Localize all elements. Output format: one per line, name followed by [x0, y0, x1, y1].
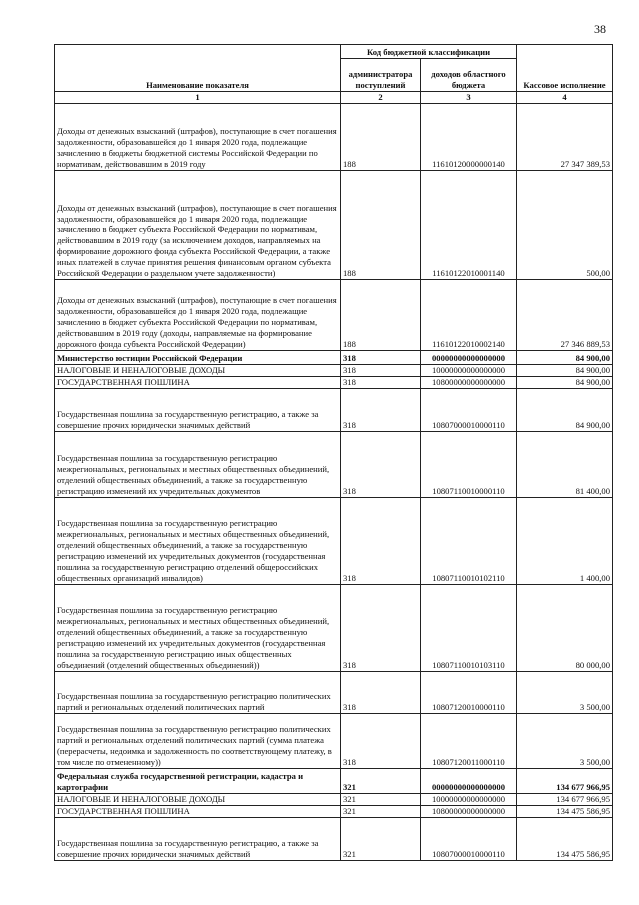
row-income-code: 10807110010102110 — [421, 497, 517, 584]
row-income-code: 10000000000000000 — [421, 793, 517, 805]
header-classification: Код бюджетной классификации — [341, 45, 517, 59]
row-admin-code: 188 — [341, 104, 421, 171]
table-row — [55, 768, 613, 793]
row-name: ГОСУДАРСТВЕННАЯ ПОШЛИНА — [55, 376, 341, 388]
col-number-2: 2 — [341, 92, 421, 104]
row-name: Государственная пошлина за государственную регистрацию политических партий и региональных отделений политических партий — [55, 671, 341, 713]
table-row — [55, 793, 613, 805]
row-name: Доходы от денежных взысканий (штрафов), поступающие в счет погашения задолженности, образовавшейся до 1 января 2020 года, подлежащие зачислению в бюджеты бюджетной системы Российской Федерации по нормативам, действовавшим в 2019 году — [55, 104, 341, 171]
row-amount: 84 900,00 — [517, 376, 613, 388]
table-row — [55, 104, 613, 171]
header-amount: Кассовое исполнение — [517, 45, 613, 92]
row-amount: 3 500,00 — [517, 713, 613, 768]
row-income-code: 10807120010000110 — [421, 671, 517, 713]
row-income-code: 10800000000000000 — [421, 376, 517, 388]
row-amount: 1 400,00 — [517, 497, 613, 584]
row-admin-code: 318 — [341, 497, 421, 584]
row-income-code: 10807120011000110 — [421, 713, 517, 768]
row-amount: 134 475 586,95 — [517, 817, 613, 860]
row-admin-code: 318 — [341, 431, 421, 497]
row-amount: 134 475 586,95 — [517, 805, 613, 817]
row-income-code: 11610122010001140 — [421, 171, 517, 280]
row-name: Государственная пошлина за государственную регистрацию, а также за совершение прочих юридически значимых действий — [55, 388, 341, 431]
table-row — [55, 584, 613, 671]
row-income-code: 10800000000000000 — [421, 805, 517, 817]
table-row — [55, 817, 613, 860]
budget-table — [54, 44, 613, 861]
row-amount: 3 500,00 — [517, 671, 613, 713]
row-admin-code: 318 — [341, 713, 421, 768]
row-amount: 134 677 966,95 — [517, 793, 613, 805]
col-number-3: 3 — [421, 92, 517, 104]
header-code: доходов областного бюджета — [421, 59, 517, 92]
row-name: ГОСУДАРСТВЕННАЯ ПОШЛИНА — [55, 805, 341, 817]
row-name: Государственная пошлина за государственную регистрацию межрегиональных, региональных и местных общественных объединений, отделений общественных объединений, а также за государственную регистрацию изменений их учредительных документов (государственная пошлина за государственную регистрацию отделений общероссийских общественных организаций инвалидов) — [55, 497, 341, 584]
row-income-code: 11610122010002140 — [421, 280, 517, 351]
table-row — [55, 171, 613, 280]
row-name: НАЛОГОВЫЕ И НЕНАЛОГОВЫЕ ДОХОДЫ — [55, 365, 341, 377]
row-admin-code: 321 — [341, 768, 421, 793]
row-amount: 134 677 966,95 — [517, 768, 613, 793]
row-income-code: 10807110010000110 — [421, 431, 517, 497]
page-number: 38 — [594, 22, 606, 36]
row-name: Федеральная служба государственной регистрации, кадастра и картографии — [55, 768, 341, 793]
row-name: Доходы от денежных взысканий (штрафов), поступающие в счет погашения задолженности, образовавшейся до 1 января 2020 года, подлежащие зачислению в бюджет субъекта Российской Федерации по нормативам, действовавшим в 2019 году (за исключением доходов, направляемых на формирование дорожного фонда субъекта Российской Федерации, а также иных платежей в случае принятия решения финансовым органом субъекта Российской Федерации о раздельном учете задолженности) — [55, 171, 341, 280]
table-row — [55, 805, 613, 817]
table-row — [55, 671, 613, 713]
row-admin-code: 318 — [341, 671, 421, 713]
row-admin-code: 321 — [341, 805, 421, 817]
row-admin-code: 318 — [341, 351, 421, 365]
header-name: Наименование показателя — [55, 45, 341, 92]
row-name: Государственная пошлина за государственную регистрацию политических партий и региональных отделений политических партий (сумма платежа (перерасчеты, недоимка и задолженность по соответствующему платежу, в том числе по отмененному)) — [55, 713, 341, 768]
row-amount: 81 400,00 — [517, 431, 613, 497]
table-row — [55, 388, 613, 431]
row-amount: 80 000,00 — [517, 584, 613, 671]
table-row — [55, 351, 613, 365]
row-amount: 500,00 — [517, 171, 613, 280]
row-name: Доходы от денежных взысканий (штрафов), поступающие в счет погашения задолженности, образовавшейся до 1 января 2020 года, подлежащие зачислению в бюджет субъекта Российской Федерации по нормативам, действовавшим в 2019 году (доходы, направляемые на формирование дорожного фонда субъекта Российской Федерации) — [55, 280, 341, 351]
row-admin-code: 318 — [341, 376, 421, 388]
row-income-code: 00000000000000000 — [421, 351, 517, 365]
row-income-code: 11610120000000140 — [421, 104, 517, 171]
table-row — [55, 497, 613, 584]
row-amount: 27 346 889,53 — [517, 280, 613, 351]
row-income-code: 10807000010000110 — [421, 817, 517, 860]
row-amount: 84 900,00 — [517, 388, 613, 431]
table-row — [55, 713, 613, 768]
row-admin-code: 188 — [341, 280, 421, 351]
row-amount: 84 900,00 — [517, 351, 613, 365]
table-row — [55, 431, 613, 497]
row-admin-code: 318 — [341, 584, 421, 671]
row-name: Государственная пошлина за государственную регистрацию, а также за совершение прочих юридически значимых действий — [55, 817, 341, 860]
row-admin-code: 318 — [341, 388, 421, 431]
header-admin: администратора поступлений — [341, 59, 421, 92]
row-admin-code: 321 — [341, 817, 421, 860]
table-body — [55, 104, 613, 861]
row-name: Министерство юстиции Российской Федерации — [55, 351, 341, 365]
col-number-4: 4 — [517, 92, 613, 104]
row-amount: 27 347 389,53 — [517, 104, 613, 171]
row-amount: 84 900,00 — [517, 365, 613, 377]
row-admin-code: 318 — [341, 365, 421, 377]
row-name: Государственная пошлина за государственную регистрацию межрегиональных, региональных и местных общественных объединений, отделений общественных объединений, а также за государственную регистрацию изменений их учредительных документов — [55, 431, 341, 497]
row-admin-code: 188 — [341, 171, 421, 280]
row-name: Государственная пошлина за государственную регистрацию межрегиональных, региональных и местных общественных объединений, отделений общественных объединений, а также за государственную регистрацию изменений их учредительных документов (государственная пошлина за государственную регистрацию иных общественных объединений (отделений общественных объединений)) — [55, 584, 341, 671]
table-header — [55, 45, 613, 104]
row-income-code: 10000000000000000 — [421, 365, 517, 377]
row-income-code: 10807000010000110 — [421, 388, 517, 431]
table-row — [55, 280, 613, 351]
row-income-code: 00000000000000000 — [421, 768, 517, 793]
row-name: НАЛОГОВЫЕ И НЕНАЛОГОВЫЕ ДОХОДЫ — [55, 793, 341, 805]
col-number-1: 1 — [55, 92, 341, 104]
table-row — [55, 376, 613, 388]
table-row — [55, 365, 613, 377]
row-income-code: 10807110010103110 — [421, 584, 517, 671]
row-admin-code: 321 — [341, 793, 421, 805]
